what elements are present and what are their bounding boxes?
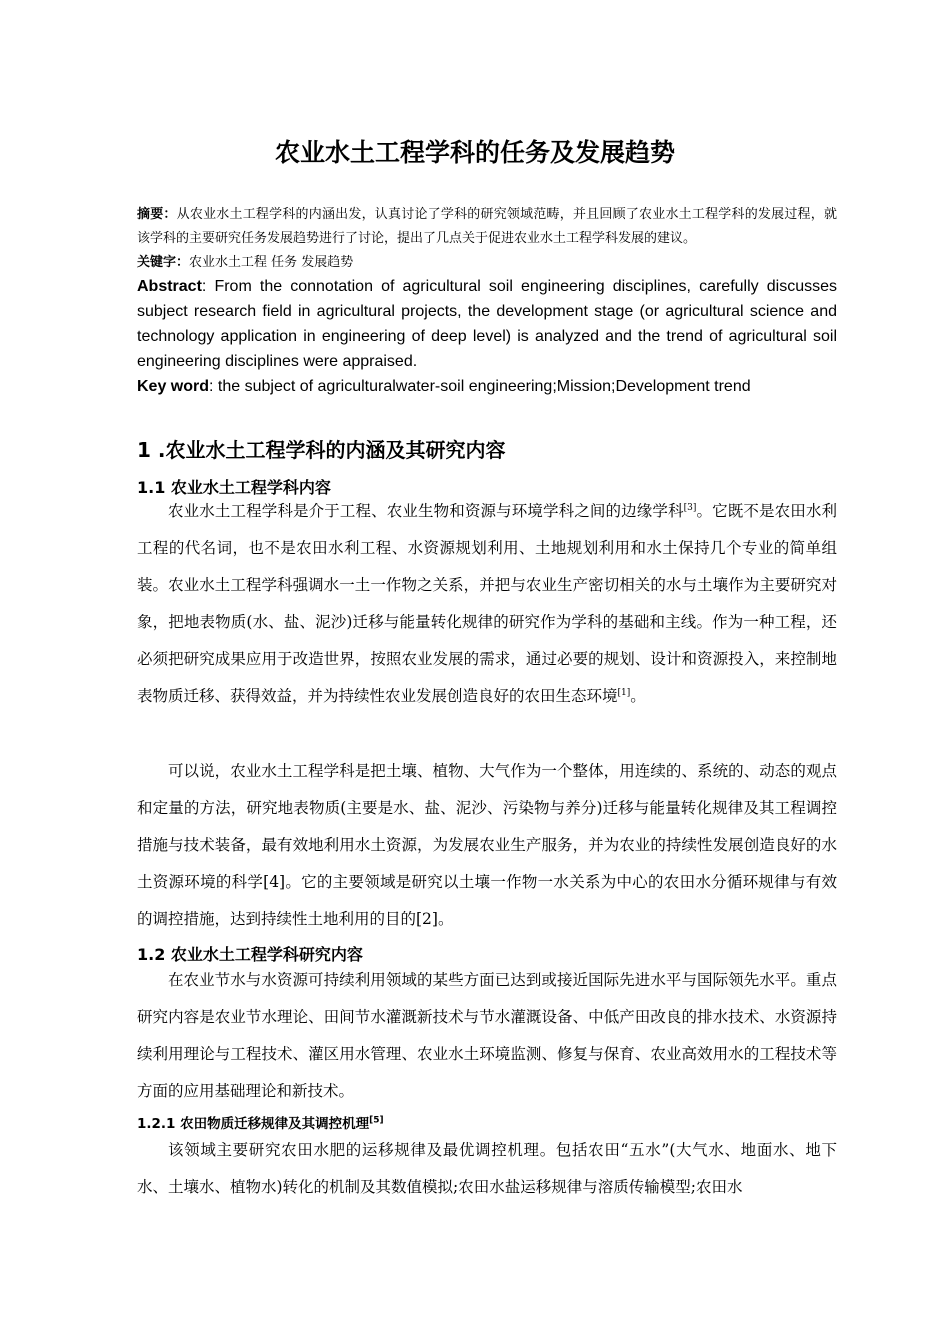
- paragraph-text: 农业水土工程学科是介于工程、农业生物和资源与环境学科之间的边缘学科: [168, 502, 684, 520]
- citation: [3]: [683, 502, 697, 513]
- section-1-1-paragraph-2: 可以说，农业水土工程学科是把土壤、植物、大气作为一个整体，用连续的、系统的、动态的观点和定量的方法，研究地表物质(主要是水、盐、泥沙、污染物与养分)迁移与能量转化规律及其工程调控措施与技术装备，最有效地利用水土资源，为发展农业生产服务，并为农业的持续性发展创造良好的水土资源环境的科学[4]。它的主要领域是研究以土壤一作物一水关系为中心的农田水分循环规律与有效的调控措施，达到持续性土地利用的目的[2]。: [137, 762, 837, 928]
- english-keywords-label: Key word: [137, 378, 210, 395]
- english-keywords-text: : the subject of agriculturalwater-soil engineering;Mission;Development trend: [209, 378, 751, 395]
- keywords-text: 农业水土工程 任务 发展趋势: [189, 255, 354, 270]
- paragraph-text: 。: [630, 687, 646, 705]
- paragraph-text: 。它既不是农田水利工程的代名词，也不是农田水利工程、水资源规划利用、土地规划利用和水土保持几个专业的简单组装。农业水土工程学科强调水一土一作物之关系，并把与农业生产密切相关的水与土壤作为主要研究对象，把地表物质(水、盐、泥沙)迁移与能量转化规律的研究作为学科的基础和主线。作为一种工程，还必须把研究成果应用于改造世界，按照农业发展的需求，通过必要的规划、设计和资源投入，来控制地表物质迁移、获得效益，并为持续性农业发展创造良好的农田生态环境: [137, 502, 837, 705]
- citation: [5]: [369, 1115, 384, 1126]
- english-keywords: [137, 374, 857, 399]
- heading-text: 1.2.1 农田物质迁移规律及其调控机理: [137, 1116, 370, 1132]
- keywords-label: 关键字：: [137, 255, 190, 270]
- citation: [1]: [617, 687, 631, 698]
- abstract-text: 从农业水土工程学科的内涵出发，认真讨论了学科的研究领域范畴，并且回顾了农业水土工程学科的发展过程，就该学科的主要研究任务发展趋势进行了讨论，提出了几点关于促进农业水土工程学科发展的建议。: [137, 207, 837, 246]
- section-1-2-heading: 1.2 农业水土工程学科研究内容: [137, 945, 363, 964]
- section-1-heading: 1 .农业水土工程学科的内涵及其研究内容: [137, 438, 506, 462]
- english-abstract-label: Abstract: [137, 278, 202, 295]
- section-1-2-1-paragraph-1: 该领域主要研究农田水肥的运移规律及最优调控机理。包括农田“五水”(大气水、地面水、地下水、土壤水、植物水)转化的机制及其数值模拟;农田水盐运移规律与溶质传输模型;农田水: [137, 1141, 837, 1196]
- section-1-2-paragraph-1: 在农业节水与水资源可持续利用领域的某些方面已达到或接近国际先进水平与国际领先水平。重点研究内容是农业节水理论、田间节水灌溉新技术与节水灌溉设备、中低产田改良的排水技术、水资源持续利用理论与工程技术、灌区用水管理、农业水土环境监测、修复与保育、农业高效用水的工程技术等方面的应用基础理论和新技术。: [137, 971, 837, 1100]
- section-1-1-heading: 1.1 农业水土工程学科内容: [137, 478, 331, 497]
- chinese-keywords: [137, 251, 837, 275]
- english-abstract: [137, 274, 837, 374]
- abstract-label: 摘要：: [137, 207, 177, 222]
- english-abstract-text: : From the connotation of agricultural soil engineering disciplines, carefully discusses subject research field in agricultural projects, the development stage (or agricultural science and technology application in engineering of deep level) is analyzed and the trend of agricultural soil engineering disciplines were appraised.: [137, 278, 837, 370]
- paper-title: 农业水土工程学科的任务及发展趋势: [274, 138, 675, 167]
- chinese-abstract: [137, 203, 837, 251]
- section-1-1-paragraph-1: [137, 493, 837, 715]
